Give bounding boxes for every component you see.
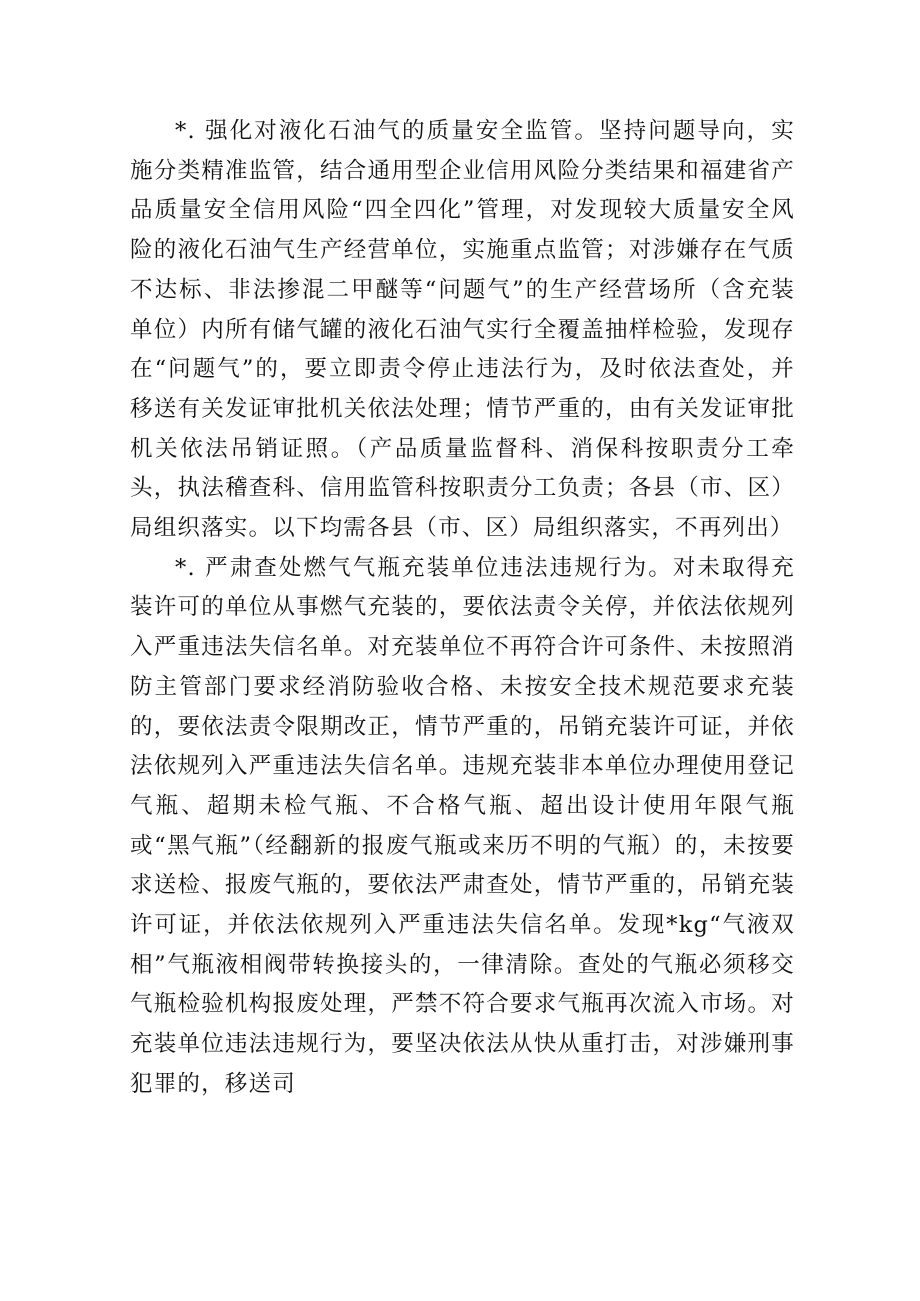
document-body <box>130 112 795 1105</box>
paragraph-cylinder-filling-enforcement: *. 严肃查处燃气气瓶充装单位违法违规行为。对未取得充装许可的单位从事燃气充装的，要依法责令关停，并依法依规列入严重违法失信名单。对充装单位不再符合许可条件、未按照消防主管部门要求经消防验收合格、未按安全技术规范要求充装的，要依法责令限期改正，情节严重的，吊销充装许可证，并依法依规列入严重违法失信名单。违规充装非本单位办理使用登记气瓶、超期未检气瓶、不合格气瓶、超出设计使用年限气瓶或“黑气瓶”（经翻新的报废气瓶或来历不明的气瓶）的，未按要求送检、报废气瓶的，要依法严肃查处，情节严重的，吊销充装许可证，并依法依规列入严重违法失信名单。发现*kg“气液双相”气瓶液相阀带转换接头的，一律清除。查处的气瓶必须移交气瓶检验机构报废处理，严禁不符合要求气瓶再次流入市场。对充装单位违法违规行为，要坚决依法从快从重打击，对涉嫌刑事犯罪的，移送司 <box>130 554 795 1097</box>
paragraph-lpg-quality-supervision: *. 强化对液化石油气的质量安全监管。坚持问题导向，实施分类精准监管，结合通用型企业信用风险分类结果和福建省产品质量安全信用风险“四全四化”管理，对发现较大质量安全风险的液化石油气生产经营单位，实施重点监管；对涉嫌存在气质不达标、非法掺混二甲醚等“问题气”的生产经营场所（含充装单位）内所有储气罐的液化石油气实行全覆盖抽样检验，发现存在“问题气”的，要立即责令停止违法行为，及时依法查处，并移送有关发证审批机关依法处理；情节严重的，由有关发证审批机关依法吊销证照。（产品质量监督科、消保科按职责分工牵头，执法稽查科、信用监管科按职责分工负责；各县（市、区）局组织落实。以下均需各县（市、区）局组织落实，不再列出） <box>130 118 795 542</box>
